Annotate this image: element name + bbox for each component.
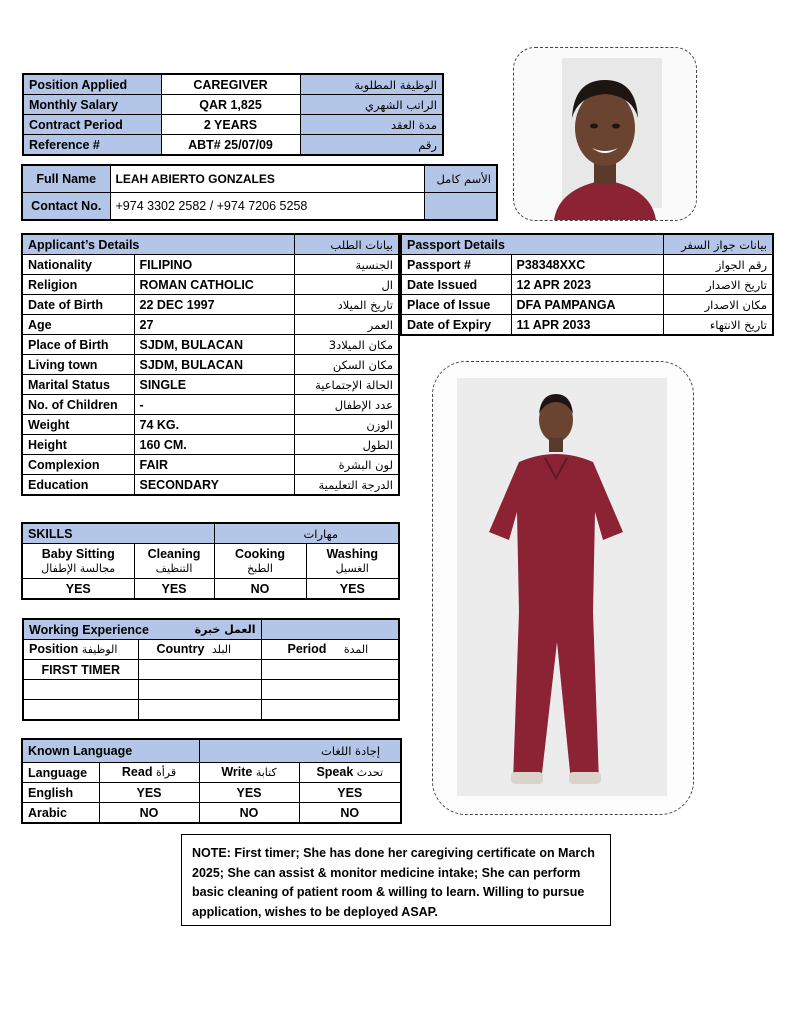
- contract-value: 2 YEARS: [161, 115, 300, 135]
- table-row: [23, 700, 399, 721]
- lang-write: NO: [199, 803, 299, 824]
- row-label: Living town: [22, 355, 134, 375]
- table-row: [22, 295, 399, 315]
- salary-label: Monthly Salary: [23, 95, 161, 115]
- lang-read: YES: [99, 783, 199, 803]
- row-label-ar: الطول: [294, 435, 399, 455]
- portrait-icon: [514, 48, 696, 220]
- skill-label-ar: مجالسة الإطفال: [41, 562, 116, 575]
- row-value: SINGLE: [134, 375, 294, 395]
- row-label-ar: تاريخ الانتهاء: [663, 315, 773, 336]
- col-position: [23, 640, 138, 660]
- table-row: [23, 680, 399, 700]
- row-value: SJDM, BULACAN: [134, 335, 294, 355]
- row-label-ar: لون البشرة: [294, 455, 399, 475]
- row-label: Place of Birth: [22, 335, 134, 355]
- full-name-label: Full Name: [22, 165, 110, 193]
- lang-name: English: [22, 783, 99, 803]
- full-name-label-ar: الأسم كامل: [424, 165, 497, 193]
- row-label-ar: مكان الميلاد3: [294, 335, 399, 355]
- table-row: [22, 475, 399, 496]
- row-value: FAIR: [134, 455, 294, 475]
- experience-title: [23, 619, 261, 640]
- position-label: Position Applied: [23, 74, 161, 95]
- row-label: Date of Birth: [22, 295, 134, 315]
- lang-write: YES: [199, 783, 299, 803]
- row-label-ar: العمر: [294, 315, 399, 335]
- exp-period: [261, 660, 399, 680]
- row-label-ar: رقم الجواز: [663, 255, 773, 275]
- passport-title: Passport Details: [401, 234, 663, 255]
- experience-title-ar: العمل خبرة: [194, 622, 256, 636]
- contact-value: +974 3302 2582 / +974 7206 5258: [110, 193, 424, 221]
- skill-value: YES: [22, 579, 134, 600]
- row-label: Education: [22, 475, 134, 496]
- contact-row: [22, 193, 497, 221]
- skill-label: Cleaning: [147, 547, 201, 561]
- table-row: [22, 395, 399, 415]
- contact-empty-cell: [424, 193, 497, 221]
- col-period: [261, 640, 399, 660]
- col-country-label: Country: [156, 642, 205, 656]
- skill-value: YES: [134, 579, 214, 600]
- row-value: 12 APR 2023: [511, 275, 663, 295]
- row-label-ar: الدرجة التعليمية: [294, 475, 399, 496]
- table-row: [22, 335, 399, 355]
- skill-baby-sitting: [22, 544, 134, 579]
- full-body-photo: [432, 361, 694, 815]
- row-label-ar: الحالة الإجتماعية: [294, 375, 399, 395]
- skills-title: SKILLS: [22, 523, 214, 544]
- row-label-ar: عدد الإطفال: [294, 395, 399, 415]
- row-label-ar: مكان السكن: [294, 355, 399, 375]
- row-label-ar: مكان الاصدار: [663, 295, 773, 315]
- table-row: [22, 315, 399, 335]
- table-row: [22, 435, 399, 455]
- exp-country: [138, 660, 261, 680]
- language-columns: [22, 763, 401, 783]
- exp-country: [138, 700, 261, 721]
- language-header: [22, 739, 401, 763]
- skill-label: Baby Sitting: [41, 547, 115, 561]
- row-label-ar: ال: [294, 275, 399, 295]
- row-label: Age: [22, 315, 134, 335]
- col-speak-label-ar: تحدث: [356, 766, 384, 779]
- salary-value: QAR 1,825: [161, 95, 300, 115]
- exp-position: [23, 680, 138, 700]
- note-text: NOTE: First timer; She has done her caregiving certificate on March 2025; She can assist & monitor medicine intake; She can perform basic cleaning of patient room & willing to learn. Willing to pursue application, wishes to be deployed ASAP.: [192, 846, 595, 919]
- col-write-label: Write: [221, 765, 253, 779]
- row-value: 11 APR 2033: [511, 315, 663, 336]
- row-label: No. of Children: [22, 395, 134, 415]
- table-row: [401, 295, 773, 315]
- applicant-header: [22, 234, 399, 255]
- row-label: Place of Issue: [401, 295, 511, 315]
- experience-table: [22, 618, 400, 721]
- exp-country: [138, 680, 261, 700]
- contract-label: Contract Period: [23, 115, 161, 135]
- exp-position: [23, 700, 138, 721]
- row-label-ar: الجنسية: [294, 255, 399, 275]
- row-label-ar: تاريخ الميلاد: [294, 295, 399, 315]
- exp-position: FIRST TIMER: [23, 660, 138, 680]
- skills-title-ar: مهارات: [214, 523, 399, 544]
- skills-labels-row: [22, 544, 399, 579]
- language-table: [21, 738, 402, 824]
- row-value: ROMAN CATHOLIC: [134, 275, 294, 295]
- col-country-label-ar: البلد: [211, 643, 232, 656]
- full-name-value: LEAH ABIERTO GONZALES: [110, 165, 424, 193]
- reference-label: Reference #: [23, 135, 161, 156]
- experience-header: [23, 619, 399, 640]
- lang-speak: NO: [299, 803, 401, 824]
- col-write-label-ar: كتابة: [255, 766, 277, 779]
- skill-label-ar: التنظيف: [155, 562, 193, 575]
- passport-table: [400, 233, 774, 336]
- table-row: [22, 255, 399, 275]
- passport-title-ar: بيانات جواز السفر: [663, 234, 773, 255]
- col-country: [138, 640, 261, 660]
- row-value: SJDM, BULACAN: [134, 355, 294, 375]
- reference-value: ABT# 25/07/09: [161, 135, 300, 156]
- row-label: Height: [22, 435, 134, 455]
- table-row: [401, 315, 773, 336]
- experience-columns: [23, 640, 399, 660]
- passport-header: [401, 234, 773, 255]
- salary-label-ar: الراتب الشهري: [300, 95, 443, 115]
- row-label-ar: الوزن: [294, 415, 399, 435]
- col-language: Language: [22, 763, 99, 783]
- portrait-photo: [513, 47, 697, 221]
- salary-row: [23, 95, 443, 115]
- row-value: 74 KG.: [134, 415, 294, 435]
- row-label-ar: تاريخ الاصدار: [663, 275, 773, 295]
- row-value: 160 CM.: [134, 435, 294, 455]
- skill-label: Washing: [326, 547, 379, 561]
- row-value: 22 DEC 1997: [134, 295, 294, 315]
- table-row: [23, 660, 399, 680]
- skill-cooking: [214, 544, 306, 579]
- skills-values-row: [22, 579, 399, 600]
- table-row: [22, 375, 399, 395]
- exp-period: [261, 700, 399, 721]
- full-body-icon: [433, 362, 693, 814]
- skill-washing: [306, 544, 399, 579]
- exp-period: [261, 680, 399, 700]
- identity-table: [21, 164, 498, 221]
- row-label: Passport #: [401, 255, 511, 275]
- language-title-ar: إجادة اللغات: [199, 739, 401, 763]
- skill-label-ar: الغسيل: [335, 562, 369, 575]
- row-value: -: [134, 395, 294, 415]
- lang-speak: YES: [299, 783, 401, 803]
- row-label: Nationality: [22, 255, 134, 275]
- col-read-label-ar: قرأة: [155, 766, 177, 779]
- col-period-label-ar: المدة: [343, 643, 369, 656]
- table-row: [401, 255, 773, 275]
- table-row: [22, 803, 401, 824]
- position-value: CAREGIVER: [161, 74, 300, 95]
- experience-title-en: Working Experience: [29, 622, 149, 637]
- full-name-row: [22, 165, 497, 193]
- col-speak: [299, 763, 401, 783]
- skill-value: NO: [214, 579, 306, 600]
- reference-label-ar: رقم: [300, 135, 443, 156]
- row-value: DFA PAMPANGA: [511, 295, 663, 315]
- skill-cleaning: [134, 544, 214, 579]
- lang-name: Arabic: [22, 803, 99, 824]
- row-value: SECONDARY: [134, 475, 294, 496]
- col-position-label-ar: الوظيفة: [81, 643, 118, 656]
- col-speak-label: Speak: [316, 765, 354, 779]
- table-row: [22, 455, 399, 475]
- language-title: Known Language: [22, 739, 199, 763]
- row-label: Religion: [22, 275, 134, 295]
- experience-header-empty: [261, 619, 399, 640]
- table-row: [22, 275, 399, 295]
- table-row: [22, 355, 399, 375]
- reference-row: [23, 135, 443, 156]
- note-box: [181, 834, 611, 926]
- col-read: [99, 763, 199, 783]
- skill-value: YES: [306, 579, 399, 600]
- lang-read: NO: [99, 803, 199, 824]
- skill-label: Cooking: [235, 547, 286, 561]
- table-row: [22, 415, 399, 435]
- table-row: [22, 783, 401, 803]
- row-label: Date of Expiry: [401, 315, 511, 336]
- row-label: Date Issued: [401, 275, 511, 295]
- skill-label-ar: الطبخ: [247, 562, 273, 575]
- contact-label: Contact No.: [22, 193, 110, 221]
- skills-header: [22, 523, 399, 544]
- row-label: Weight: [22, 415, 134, 435]
- skills-table: [21, 522, 400, 600]
- col-period-label: Period: [287, 642, 327, 656]
- row-label: Complexion: [22, 455, 134, 475]
- col-write: [199, 763, 299, 783]
- row-value: FILIPINO: [134, 255, 294, 275]
- row-label: Marital Status: [22, 375, 134, 395]
- position-row: [23, 74, 443, 95]
- col-position-label: Position: [29, 642, 79, 656]
- position-label-ar: الوظيفة المطلوبة: [300, 74, 443, 95]
- applicant-table: [21, 233, 400, 496]
- col-read-label: Read: [121, 765, 153, 779]
- position-table: [22, 73, 444, 156]
- row-value: P38348XXC: [511, 255, 663, 275]
- applicant-title-ar: بيانات الطلب: [294, 234, 399, 255]
- row-value: 27: [134, 315, 294, 335]
- table-row: [401, 275, 773, 295]
- contract-label-ar: مدة العقد: [300, 115, 443, 135]
- applicant-title: Applicant’s Details: [22, 234, 294, 255]
- contract-row: [23, 115, 443, 135]
